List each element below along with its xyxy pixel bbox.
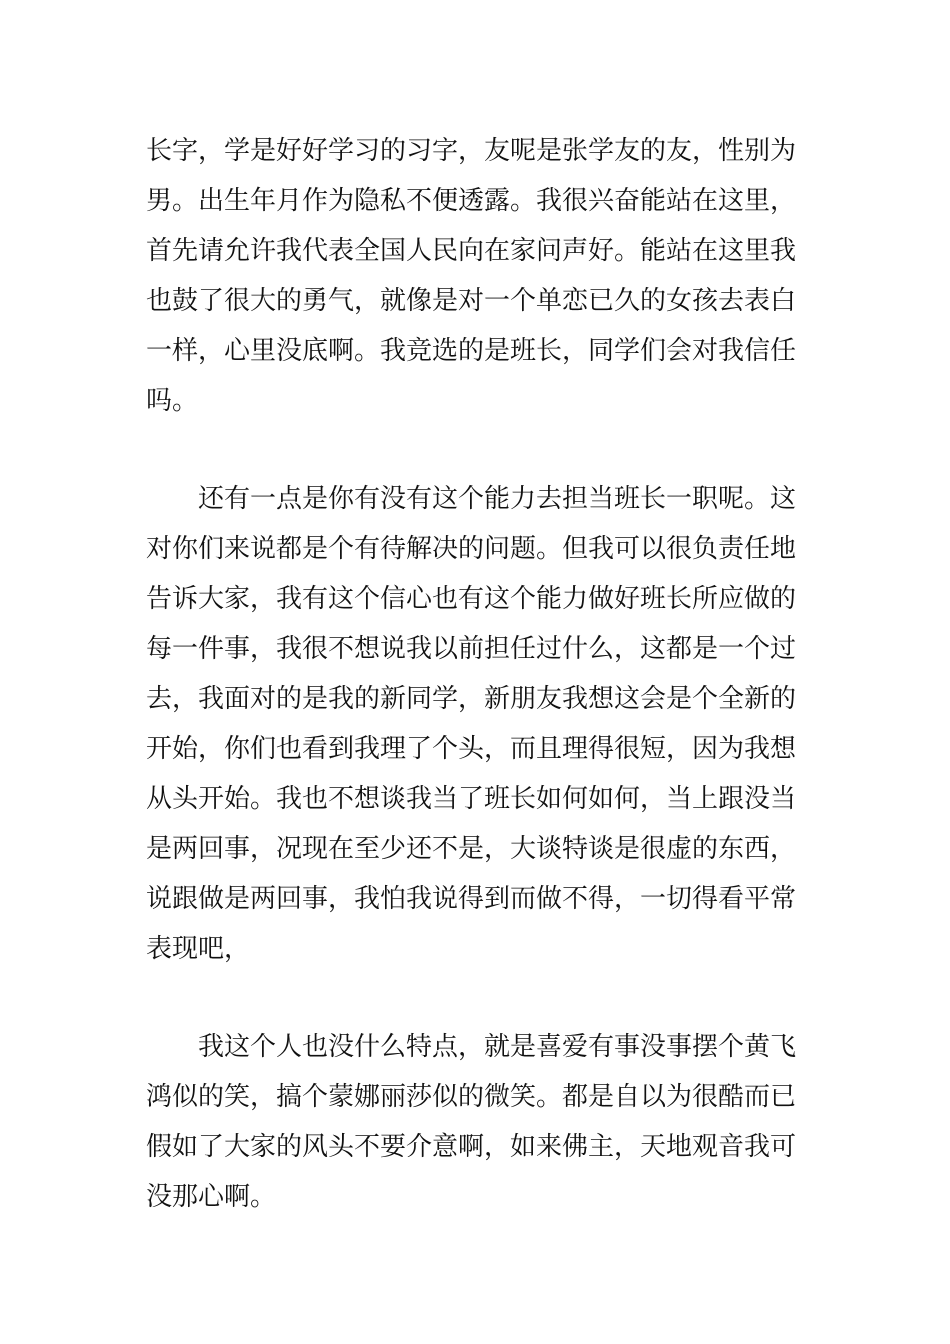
text-line: 鸿似的笑，搞个蒙娜丽莎似的微笑。都是自以为很酷而已 <box>146 1082 797 1112</box>
text-line: 一样，心里没底啊。我竞选的是班长，同学们会对我信任 <box>146 336 797 366</box>
text-line: 表现吧， <box>146 934 251 964</box>
paragraph-2 <box>146 474 806 974</box>
text-line: 吗。 <box>146 386 199 416</box>
text-line: 说跟做是两回事，我怕我说得到而做不得，一切得看平常 <box>146 884 797 914</box>
text-line: 对你们来说都是个有待解决的问题。但我可以很负责任地 <box>146 534 797 564</box>
text-line: 男。出生年月作为隐私不便透露。我很兴奋能站在这里， <box>146 186 797 216</box>
text-line: 告诉大家，我有这个信心也有这个能力做好班长所应做的 <box>146 584 797 614</box>
text-line: 也鼓了很大的勇气，就像是对一个单恋已久的女孩去表白 <box>146 286 797 316</box>
text-line: 假如了大家的风头不要介意啊，如来佛主，天地观音我可 <box>146 1132 797 1162</box>
text-line: 长字，学是好好学习的习字，友呢是张学友的友，性别为 <box>146 136 797 166</box>
paragraph-3 <box>146 1022 806 1222</box>
text-line: 开始，你们也看到我理了个头，而且理得很短，因为我想 <box>146 734 797 764</box>
text-line: 是两回事，况现在至少还不是，大谈特谈是很虚的东西， <box>146 834 797 864</box>
text-line: 从头开始。我也不想谈我当了班长如何如何，当上跟没当 <box>146 784 797 814</box>
text-line: 首先请允许我代表全国人民向在家问声好。能站在这里我 <box>146 236 797 266</box>
paragraph-1 <box>146 126 806 426</box>
text-line: 我这个人也没什么特点，就是喜爱有事没事摆个黄飞 <box>146 1032 797 1062</box>
text-line: 去，我面对的是我的新同学，新朋友我想这会是个全新的 <box>146 684 797 714</box>
text-line: 还有一点是你有没有这个能力去担当班长一职呢。这 <box>146 484 797 514</box>
text-line: 每一件事，我很不想说我以前担任过什么，这都是一个过 <box>146 634 797 664</box>
text-line: 没那心啊。 <box>146 1182 277 1212</box>
